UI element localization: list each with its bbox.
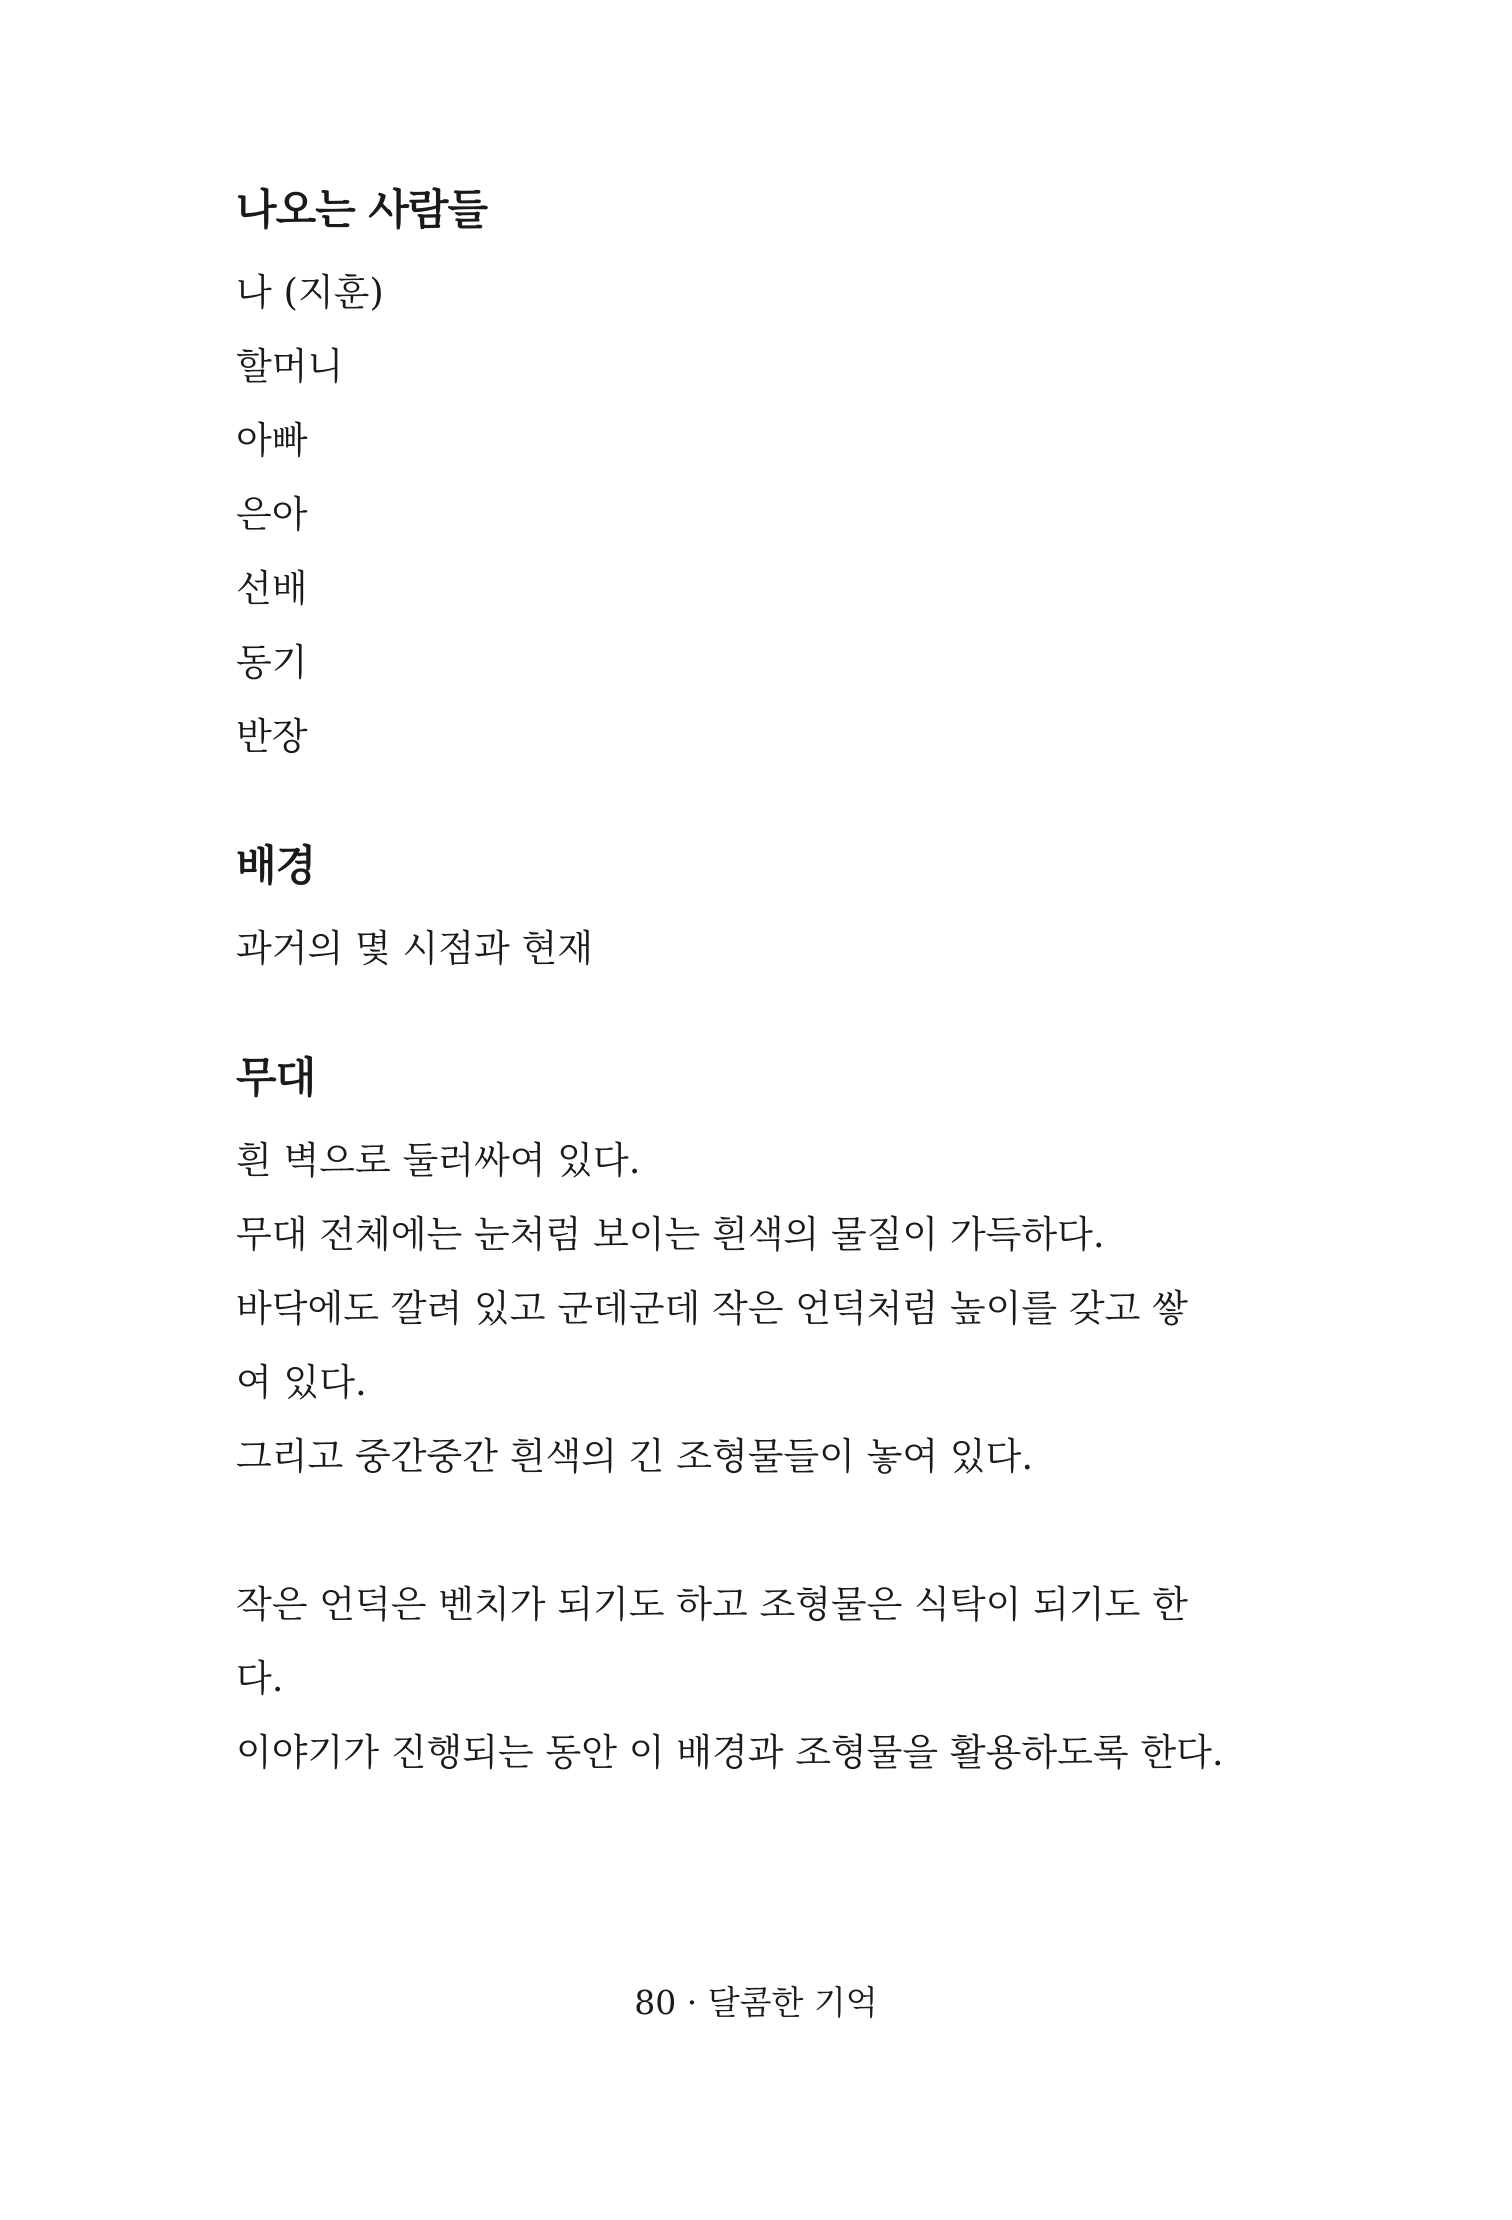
character-item: 나 (지훈) — [236, 271, 384, 314]
character-item: 반장 — [236, 715, 308, 758]
stage-line: 여 있다. — [236, 1361, 367, 1404]
character-item: 동기 — [236, 641, 308, 684]
stage-line: 흰 벽으로 둘러싸여 있다. — [236, 1139, 641, 1182]
stage-section — [236, 1048, 1296, 1790]
stage-line: 작은 언덕은 벤치가 되기도 하고 조형물은 식탁이 되기도 한 — [236, 1583, 1188, 1626]
footer-separator: · — [686, 1983, 698, 2022]
character-item: 선배 — [236, 567, 308, 610]
stage-line: 이야기가 진행되는 동안 이 배경과 조형물을 활용하도록 한다. — [236, 1731, 1224, 1774]
characters-section — [236, 180, 1296, 774]
stage-heading: 무대 — [236, 1053, 316, 1102]
stage-line: 무대 전체에는 눈처럼 보이는 흰색의 물질이 가득하다. — [236, 1213, 1105, 1256]
stage-paragraph-1 — [236, 1124, 1296, 1494]
stage-line: 다. — [236, 1657, 284, 1700]
setting-heading: 배경 — [236, 841, 316, 890]
book-title: 달콤한 기억 — [707, 1983, 878, 2022]
page-number: 80 — [634, 1983, 677, 2022]
character-item: 아빠 — [236, 419, 308, 462]
characters-heading: 나오는 사람들 — [236, 185, 488, 234]
character-item: 은아 — [236, 493, 308, 536]
paragraph-gap — [236, 1494, 1296, 1568]
setting-text: 과거의 몇 시점과 현재 — [236, 927, 593, 970]
character-item: 할머니 — [236, 345, 344, 388]
page-footer — [0, 1978, 1512, 2028]
stage-line: 바닥에도 깔려 있고 군데군데 작은 언덕처럼 높이를 갖고 쌓 — [236, 1287, 1188, 1330]
stage-line: 그리고 중간중간 흰색의 긴 조형물들이 놓여 있다. — [236, 1435, 1034, 1478]
page-body — [236, 180, 1296, 1852]
setting-section — [236, 836, 1296, 986]
stage-paragraph-2 — [236, 1568, 1296, 1790]
